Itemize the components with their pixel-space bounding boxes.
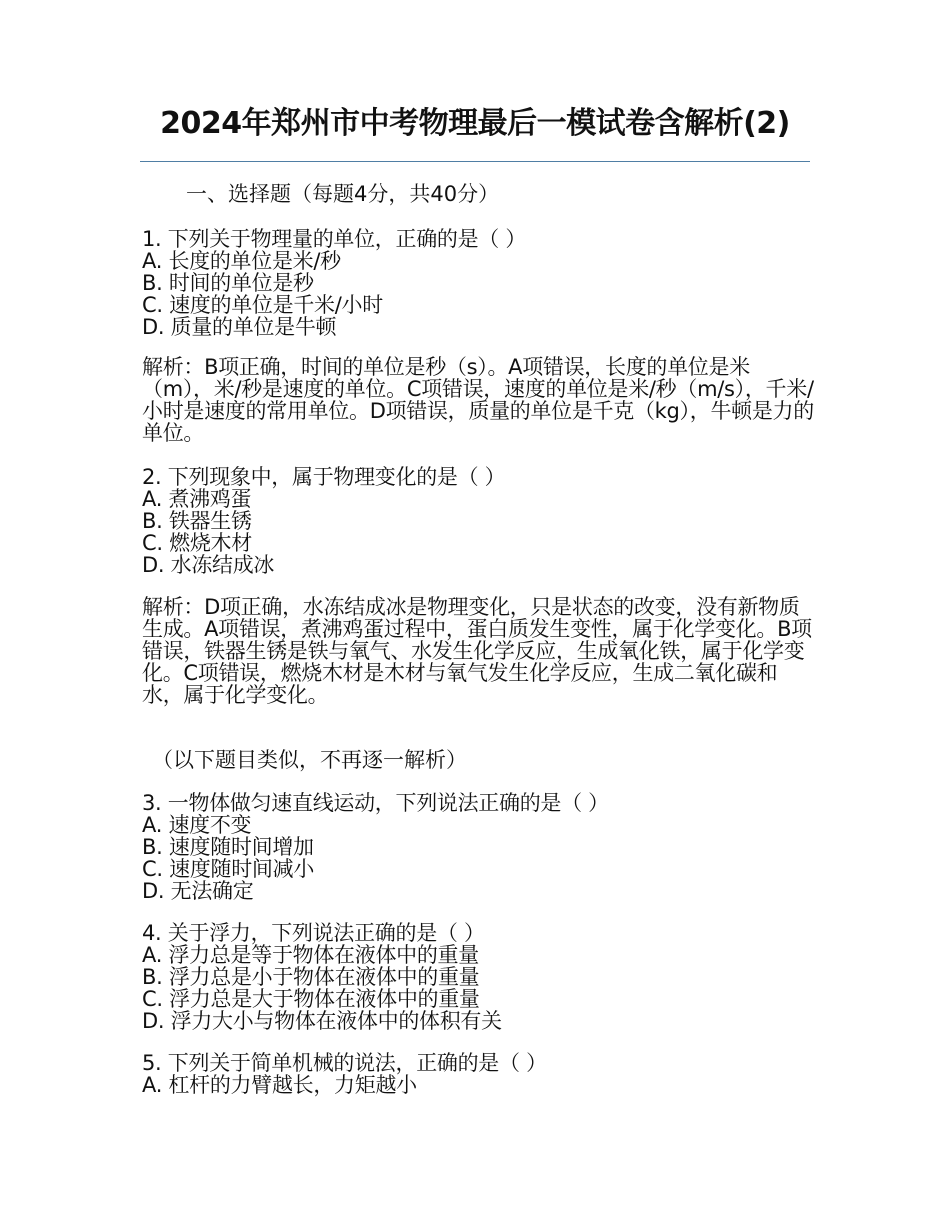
question-2: [142, 466, 814, 576]
question-1: [142, 228, 814, 338]
question-stem: 1. 下列关于物理量的单位，正确的是（ ）: [142, 227, 527, 251]
question-option: B. 铁器生锈: [142, 509, 252, 533]
note-text: （以下题目类似，不再逐一解析）: [152, 748, 467, 772]
analysis-text: 解析：B项正确，时间的单位是秒（s）。A项错误，长度的单位是米（m），米/秒是速度的单位。C项错误，速度的单位是米/秒（m/s），千米/小时是速度的常用单位。D项错误，质量的单位是千克（kg），牛顿是力的单位。: [142, 355, 814, 445]
question-3: [142, 792, 814, 902]
question-2-analysis: [142, 596, 814, 706]
question-option: D. 水冻结成冰: [142, 553, 275, 577]
question-option: A. 速度不变: [142, 813, 252, 837]
question-option: C. 速度的单位是千米/小时: [142, 293, 383, 317]
question-stem: 3. 一物体做匀速直线运动，下列说法正确的是（ ）: [142, 791, 609, 815]
question-option: D. 浮力大小与物体在液体中的体积有关: [142, 1009, 502, 1033]
question-1-analysis: [142, 356, 814, 444]
question-stem: 2. 下列现象中，属于物理变化的是（ ）: [142, 465, 506, 489]
question-stem: 4. 关于浮力，下列说法正确的是（ ）: [142, 921, 485, 945]
question-option: B. 速度随时间增加: [142, 835, 314, 859]
question-5: [142, 1052, 814, 1096]
question-option: A. 杠杆的力臂越长，力矩越小: [142, 1073, 417, 1097]
question-option: A. 浮力总是等于物体在液体中的重量: [142, 943, 479, 967]
section-heading: 一、选择题（每题4分，共40分）: [186, 182, 500, 206]
question-option: A. 煮沸鸡蛋: [142, 487, 252, 511]
question-option: B. 浮力总是小于物体在液体中的重量: [142, 965, 480, 989]
question-option: C. 速度随时间减小: [142, 857, 315, 881]
question-option: B. 时间的单位是秒: [142, 271, 314, 295]
question-option: A. 长度的单位是米/秒: [142, 249, 341, 273]
title-divider: [140, 161, 810, 162]
question-stem: 5. 下列关于简单机械的说法，正确的是（ ）: [142, 1051, 547, 1075]
question-option: C. 浮力总是大于物体在液体中的重量: [142, 987, 480, 1011]
analysis-text: 解析：D项正确，水冻结成冰是物理变化，只是状态的改变，没有新物质生成。A项错误，煮沸鸡蛋过程中，蛋白质发生变性，属于化学变化。B项错误，铁器生锈是铁与氧气、水发生化学反应，生成氧化铁，属于化学变化。C项错误，燃烧木材是木材与氧气发生化学反应，生成二氧化碳和水，属于化学变化。: [142, 595, 812, 707]
question-4: [142, 922, 814, 1032]
document-title: 2024年郑州市中考物理最后一模试卷含解析(2): [160, 106, 790, 141]
question-option: C. 燃烧木材: [142, 531, 252, 555]
question-option: D. 无法确定: [142, 879, 254, 903]
question-option: D. 质量的单位是牛顿: [142, 315, 337, 339]
